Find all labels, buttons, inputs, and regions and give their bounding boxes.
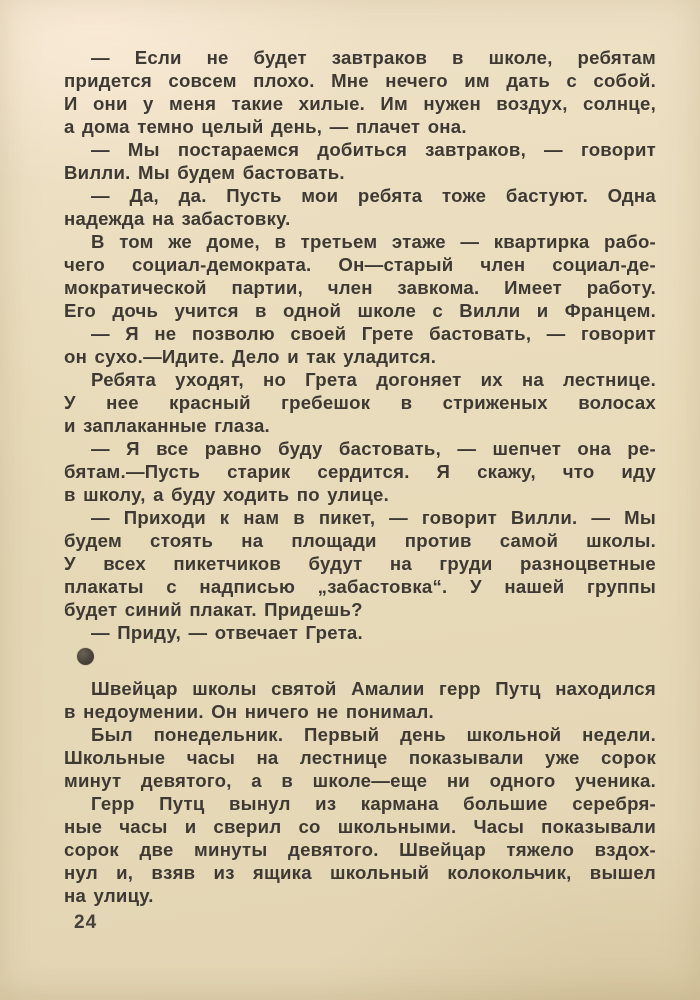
section-separator-dot-icon — [77, 648, 94, 665]
page-number: 24 — [74, 912, 98, 933]
text-line: придется совсем плохо. Мне нечего им дать с собой. — [64, 70, 656, 91]
text-line: — Да, да. Пусть мои ребята тоже бастуют. Одна — [91, 185, 656, 206]
text-line: Школьные часы на лестнице показывали уже сорок — [64, 747, 656, 768]
text-line: мократической партии, член завкома. Имеет работу. — [64, 277, 656, 298]
text-line: — Приходи к нам в пикет, — говорит Вилли. — Мы — [91, 507, 656, 528]
text-line: ные часы и сверил со школьными. Часы показывали — [64, 816, 656, 837]
text-line: В том же доме, в третьем этаже — квартирка рабо- — [91, 231, 656, 252]
text-line: Швейцар школы святой Амалии герр Путц находился — [91, 678, 656, 699]
text-line: бятам.—Пусть старик сердится. Я скажу, что иду — [64, 461, 656, 482]
text-line: чего социал-демократа. Он—старый член социал-де- — [64, 254, 656, 275]
text-line: Был понедельник. Первый день школьной недели. — [91, 724, 656, 745]
text-line: в недоумении. Он ничего не понимал. — [64, 701, 434, 722]
text-line: и заплаканные глаза. — [64, 415, 270, 436]
text-line: а дома темно целый день, — плачет она. — [64, 116, 467, 137]
text-line: минут девятого, а в школе—еще ни одного ученика. — [64, 770, 656, 791]
text-line: будет синий плакат. Придешь? — [64, 599, 363, 620]
text-line: — Я не позволю своей Грете бастовать, — говорит — [91, 323, 656, 344]
text-line: У нее красный гребешок в стриженых волосах — [64, 392, 656, 413]
text-line: будем стоять на площади против самой школы. — [64, 530, 656, 551]
text-line: И они у меня такие хилые. Им нужен воздух, солнце, — [64, 93, 656, 114]
text-line: надежда на забастовку. — [64, 208, 291, 229]
text-line: сорок две минуты девятого. Швейцар тяжело вздох- — [64, 839, 656, 860]
text-line: — Мы постараемся добиться завтраков, — говорит — [91, 139, 656, 160]
text-line: Вилли. Мы будем бастовать. — [64, 162, 345, 183]
text-line: — Я все равно буду бастовать, — шепчет она ре- — [91, 438, 656, 459]
text-line: — Приду, — отвечает Грета. — [91, 622, 363, 643]
text-line: плакаты с надписью „забастовка“. У нашей группы — [64, 576, 656, 597]
text-line: он сухо.—Идите. Дело и так уладится. — [64, 346, 437, 367]
text-line: Ребята уходят, но Грета догоняет их на лестнице. — [91, 369, 656, 390]
text-line: нул и, взяв из ящика школьный колокольчик, вышел — [64, 862, 656, 883]
text-block-upper — [64, 46, 656, 644]
text-line: Его дочь учится в одной школе с Вилли и Францем. — [64, 300, 656, 321]
text-line: на улицу. — [64, 885, 154, 906]
text-block-lower — [64, 677, 656, 907]
text-line: в школу, а буду ходить по улице. — [64, 484, 390, 505]
text-line: У всех пикетчиков будут на груди разноцветные — [64, 553, 656, 574]
text-line: Герр Путц вынул из кармана большие серебря- — [91, 793, 656, 814]
text-line: — Если не будет завтраков в школе, ребятам — [91, 47, 656, 68]
